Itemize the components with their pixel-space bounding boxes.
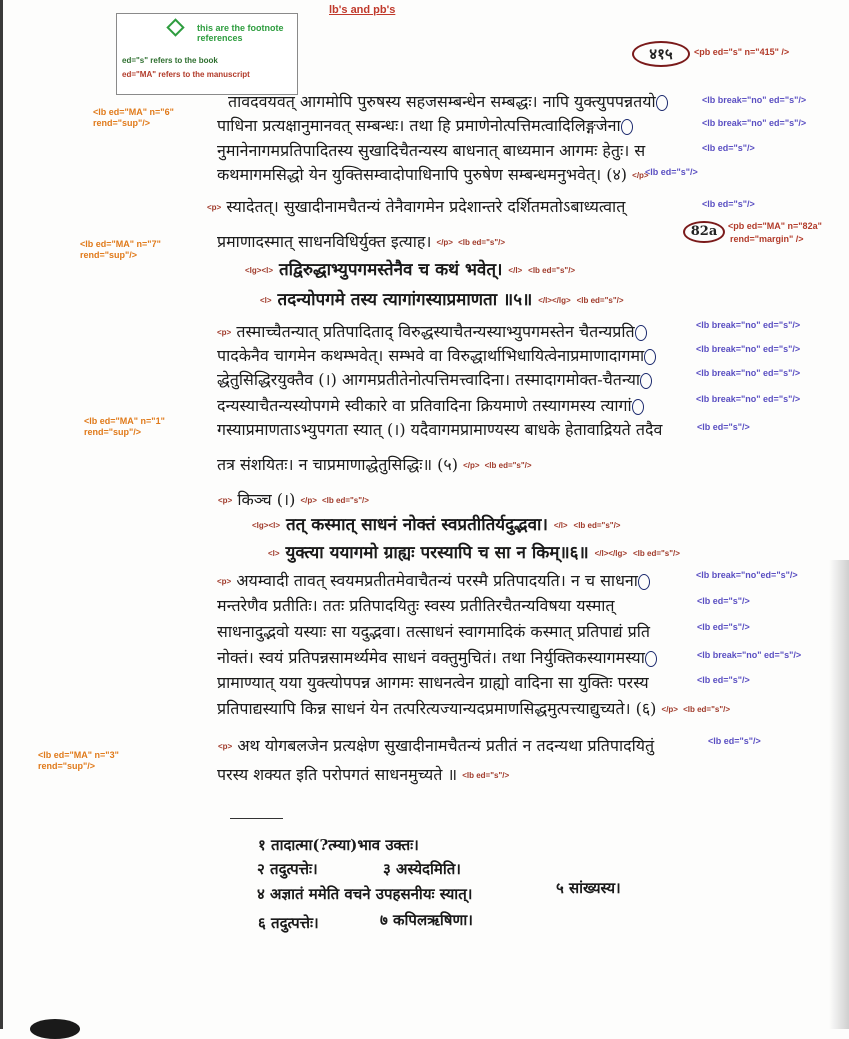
- lb-tag: <lb ed="s"/>: [697, 596, 750, 606]
- circle-marker-icon: [621, 119, 633, 135]
- text-line: कथमागमसिद्धो येन युक्तिसम्वादोपाधिनापि पुरुषेण सम्बन्धमनुभवेत्। (४) </p>: [217, 165, 649, 184]
- lb-tag: <lb break="no" ed="s"/>: [702, 95, 807, 105]
- footnote-3: ३ अस्येदमिति।: [383, 860, 461, 878]
- lb-tag: <lb ed="s"/>: [645, 167, 698, 177]
- footnote-rule: [230, 818, 283, 819]
- lb-tag: <lb break="no"ed="s"/>: [696, 570, 798, 580]
- footnote-5: ५ सांख्यस्य।: [556, 879, 621, 897]
- footnote-4: ४ अज्ञातं ममेति वचने उपहसनीयः स्यात्।: [257, 885, 473, 903]
- verse-line: <lg><l> तद्विरुद्धाभ्युपगमस्तेनैव च कथं भवेत्। </l> <lb ed="s"/>: [245, 260, 576, 280]
- text-line: प्रामाण्यात् यया युक्त्योपपन्न आगमः साधनत्वेन ग्राह्यो वादिना सा युक्तिः परस्य: [217, 673, 649, 692]
- footnote-6: ६ तदुत्पत्तेः।: [258, 914, 319, 932]
- text-line: तत्र संशयितः। न चाप्रमाणाद्धेतुसिद्धिः॥ (५) </p> <lb ed="s"/>: [217, 455, 532, 474]
- page-number-oval: [632, 41, 690, 67]
- text-line: <p> तस्माच्चैतन्यात् प्रतिपादिताद् विरुद्धस्याचैतन्यस्याभ्युपगमस्तेन चैतन्यप्रति: [217, 320, 647, 342]
- page-title: lb's and pb's: [329, 4, 396, 16]
- text-line: <p> अथ योगबलजेन प्रत्यक्षेण सुखादीनामचैतन्यं प्रतीतं न तदन्यथा प्रतिपादयितुं: [218, 736, 655, 755]
- text-line: नुमानेनागमप्रतिपादितस्य सुखादिचैतन्यस्य बाधनात् बाध्यमान आगमः हेतुः। स: [217, 141, 646, 160]
- lb-tag: <lb break="no" ed="s"/>: [696, 368, 801, 378]
- lb-tag: <lb ed="s"/>: [702, 199, 755, 209]
- circle-marker-icon: [640, 373, 652, 389]
- ms-pb-tag-2: rend="margin" />: [730, 234, 804, 244]
- page-number: ४१५: [649, 45, 673, 63]
- text-line: साधनादुद्भवो यस्याः सा यदुद्भवा। तत्साधनं स्वागमादिकं कस्मात् प्रतिपाद्यं प्रति: [217, 622, 650, 641]
- text-line: पादकेनैव चागमेन कथम्भवेत्। सम्भवे वा विरुद्धार्थाभिधायित्वेनाप्रमाणादागमा: [217, 344, 656, 366]
- footnote-1: १ तादात्मा(?त्म्या)भाव उक्तः।: [258, 836, 419, 854]
- verse-line: <l> तदन्योपगमे तस्य त्यागांगस्याप्रमाणता ॥५॥ </l></lg> <lb ed="s"/>: [260, 290, 624, 310]
- lb-tag: <lb ed="s"/>: [702, 143, 755, 153]
- circle-marker-icon: [645, 651, 657, 667]
- left-note-7: <lb ed="MA" n="7" rend="sup"/>: [80, 239, 161, 260]
- text-line: नोक्तं। स्वयं प्रतिपन्नसामर्थ्यमेव साधनं वक्तुमुचितं। तथा निर्युक्तिकस्यागमस्या: [217, 646, 657, 668]
- lb-tag: <lb ed="s"/>: [708, 736, 761, 746]
- text-line: दन्यस्याचैतन्यस्योपगमे स्वीकारे वा प्रतिवादिना क्रियमाणे तस्यागमस्य त्यागां: [217, 394, 644, 416]
- verse-line: <lg><l> तत् कस्मात् साधनं नोक्तं स्वप्रतीतिर्यदुद्भवा। </l> <lb ed="s"/>: [252, 515, 621, 535]
- ms-pb-tag-1: <pb ed="MA" n="82a": [728, 221, 822, 231]
- circle-marker-icon: [638, 574, 650, 590]
- page-edge-shadow: [0, 0, 3, 1029]
- legend-footnote-note: this are the footnote references: [197, 23, 284, 43]
- text-line: द्धेतुसिद्धिरयुक्तैव (।) आगमप्रतीतेनोत्पत्तिमत्त्वादिना। तस्मादागमोक्त-चैतन्या: [217, 368, 652, 390]
- legend-book-note: ed="s" refers to the book: [122, 56, 218, 65]
- text-line: <p> स्यादेतत्। सुखादीनामचैतन्यं तेनैवागमेन प्रदेशान्तरे दर्शितमतोऽबाध्यत्वात्: [207, 197, 626, 216]
- circle-marker-icon: [644, 349, 656, 365]
- scan-artifact: [30, 1019, 80, 1039]
- lb-tag: <lb ed="s"/>: [697, 622, 750, 632]
- page-right-shadow: [829, 560, 849, 1029]
- footnote-7: ७ कपिलऋषिणा।: [380, 911, 473, 929]
- diamond-icon: [166, 18, 184, 36]
- circle-marker-icon: [632, 399, 644, 415]
- text-line: तावदवयवत् आगमोपि पुरुषस्य सहजसम्बन्धेन सम्बद्धः। नापि युक्त्युपपन्नतयो: [228, 90, 668, 112]
- circle-marker-icon: [635, 325, 647, 341]
- left-note-6: <lb ed="MA" n="6" rend="sup"/>: [93, 107, 174, 128]
- left-note-3: <lb ed="MA" n="3" rend="sup"/>: [38, 750, 119, 771]
- text-line: <p> किञ्च (।) </p> <lb ed="s"/>: [218, 490, 369, 509]
- verse-line: <l> युक्त्या ययागमो ग्राह्यः परस्यापि च सा न किम्॥६॥ </l></lg> <lb ed="s"/>: [268, 543, 680, 563]
- lb-tag: <lb ed="s"/>: [697, 675, 750, 685]
- legend-box: [116, 13, 298, 95]
- footnote-2: २ तदुत्पत्तेः।: [257, 860, 318, 878]
- lb-tag: <lb ed="s"/>: [697, 422, 750, 432]
- left-note-1: <lb ed="MA" n="1" rend="sup"/>: [84, 416, 165, 437]
- lb-tag: <lb break="no" ed="s"/>: [696, 394, 801, 404]
- pb-tag: <pb ed="s" n="415" />: [694, 47, 790, 57]
- legend-ms-note: ed="MA" refers to the manuscript: [122, 70, 250, 79]
- lb-tag: <lb break="no" ed="s"/>: [696, 344, 801, 354]
- text-line: प्रमाणादस्मात् साधनविधिर्युक्त इत्याह। </p> <lb ed="s"/>: [217, 232, 506, 251]
- circle-marker-icon: [656, 95, 668, 111]
- lb-tag: <lb break="no" ed="s"/>: [702, 118, 807, 128]
- ms-page-oval: [683, 221, 725, 243]
- text-line: प्रतिपाद्यस्यापि किन्न साधनं येन तत्परित्यज्यान्यदप्रमाणसिद्धमुत्पत्त्याद्युच्यते। (६) </p> <lb ed="s"/>: [217, 699, 731, 718]
- lb-tag: <lb break="no" ed="s"/>: [696, 320, 801, 330]
- text-line: गस्याप्रमाणताऽभ्युपगता स्यात् (।) यदैवागमप्रामाण्यस्य बाधके हेतावाद्रियते तदैव: [217, 420, 663, 439]
- text-line: मन्तरेणैव प्रतीतिः। ततः प्रतिपादयितुः स्वस्य प्रतीतिरचैतन्यविषया यस्मात्: [217, 596, 615, 615]
- lb-tag: <lb break="no" ed="s"/>: [697, 650, 802, 660]
- text-line: <p> अयम्वादी तावत् स्वयमप्रतीतमेवाचैतन्यं परस्मै प्रतिपादयति। न च साधना: [217, 569, 650, 591]
- text-line: पाधिना प्रत्यक्षानुमानवत् सम्बन्धः। तथा हि प्रमाणेनोत्पत्तिमत्वादिलिङ्गजेना: [217, 114, 633, 136]
- ms-page-number: 82a: [690, 224, 718, 239]
- text-line: परस्य शक्यत इति परोपगतं साधनमुच्यते ॥ <lb ed="s"/>: [217, 765, 510, 784]
